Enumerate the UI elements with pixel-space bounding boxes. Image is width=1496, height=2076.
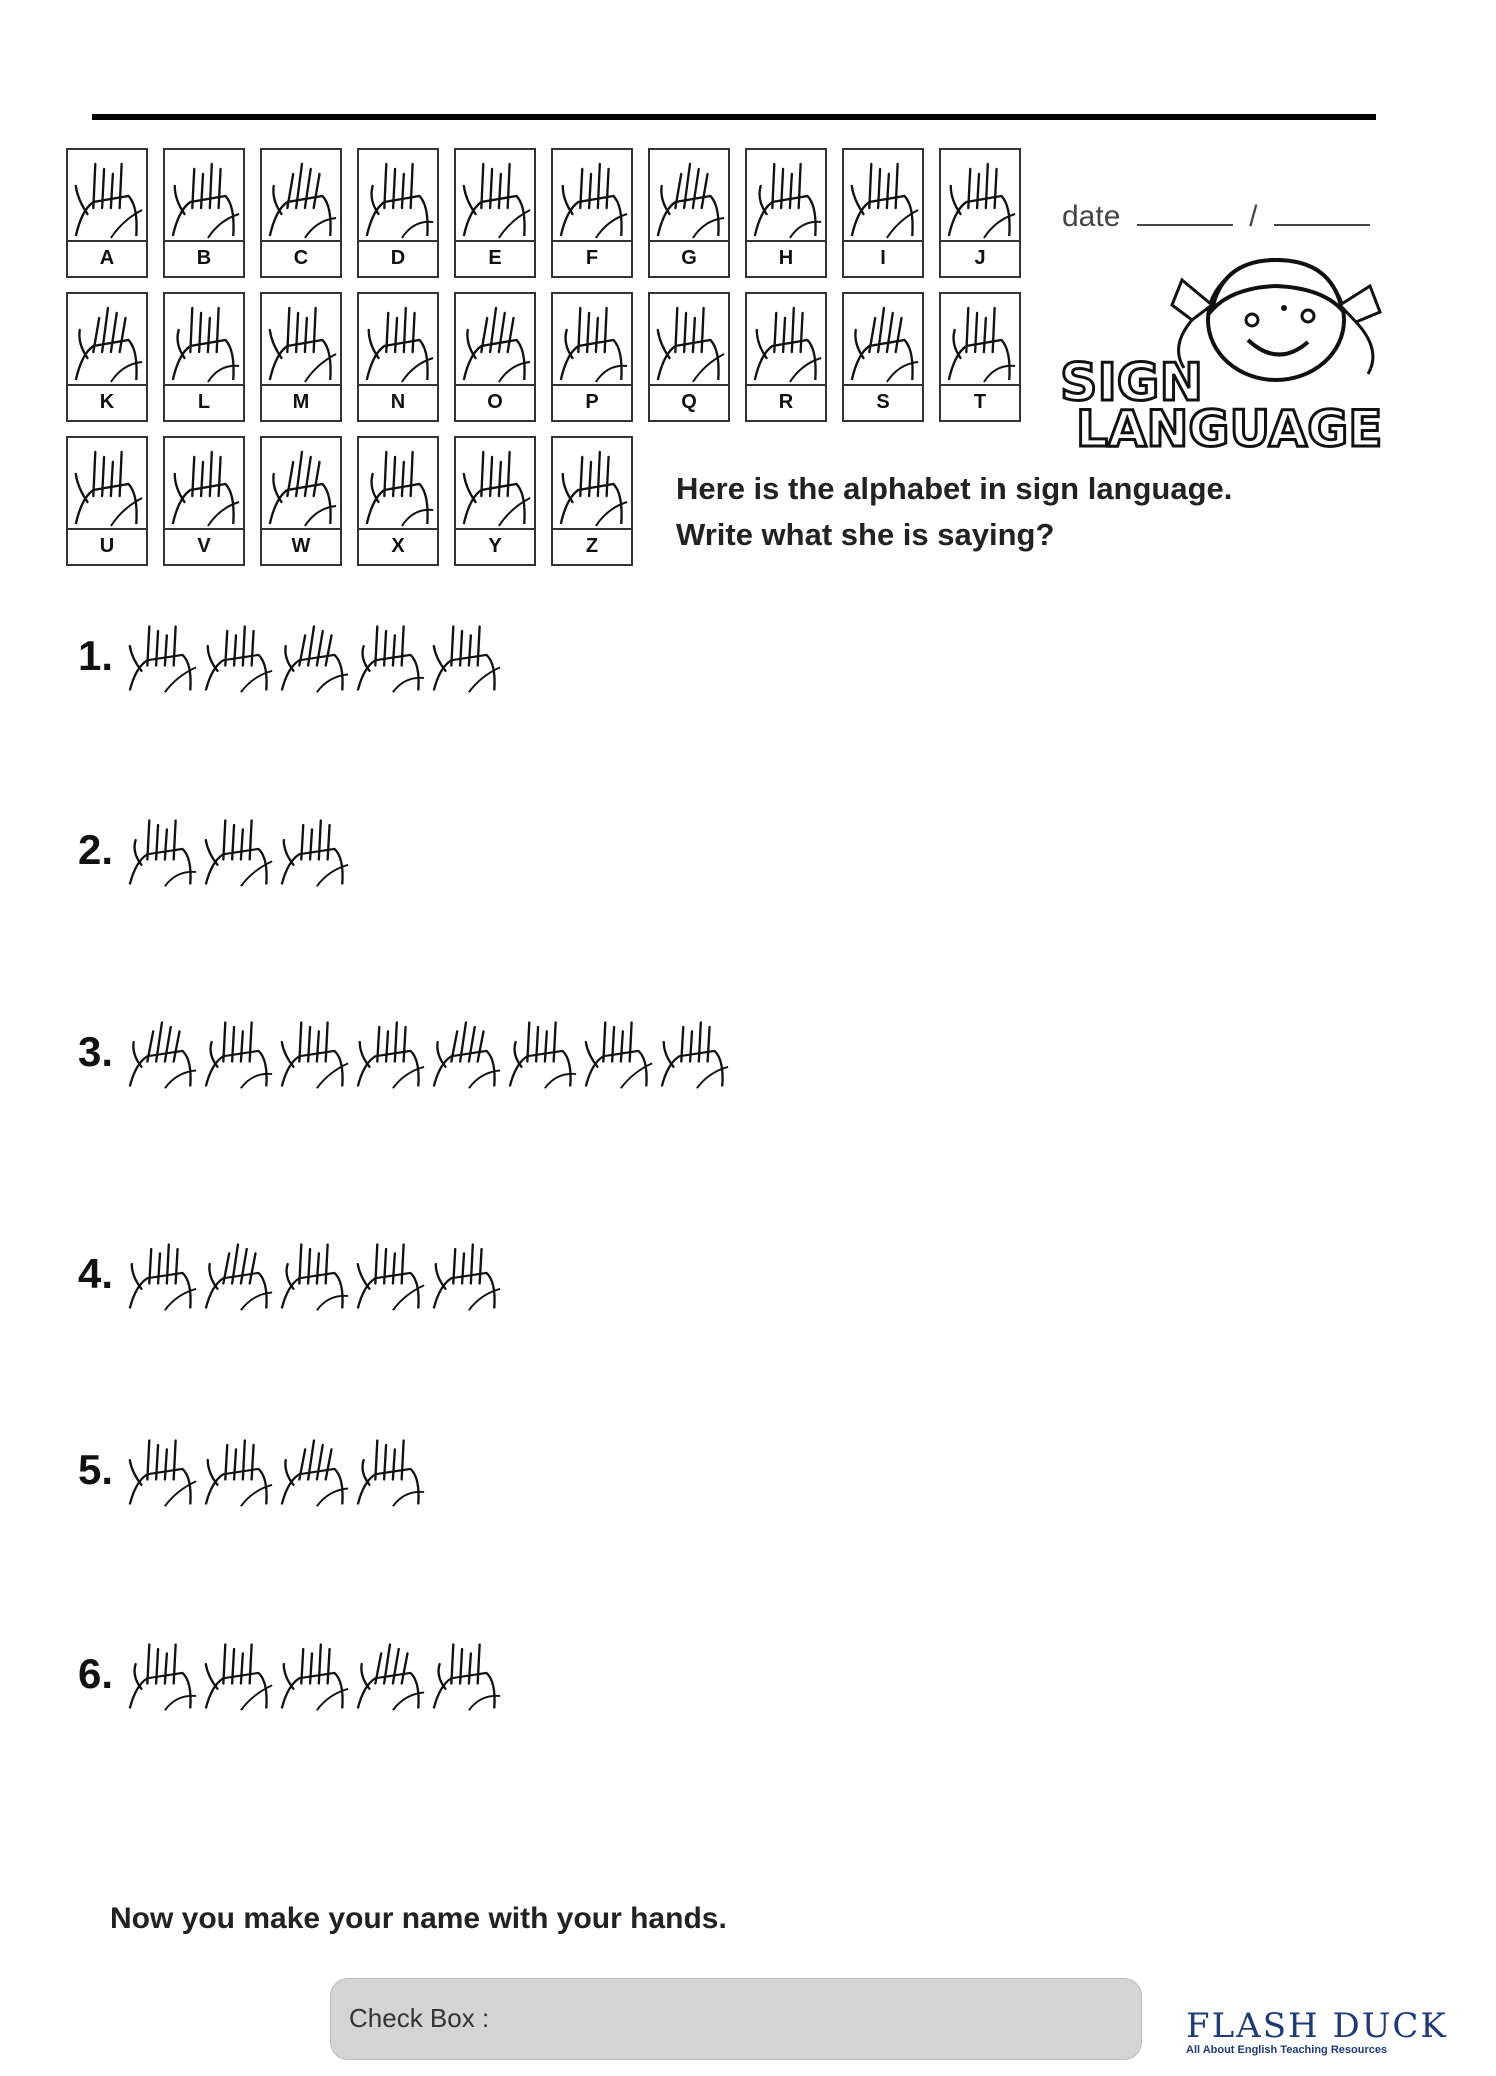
brand-tagline: All About English Teaching Resources [1186,2044,1388,2056]
hand-sign-icon [122,808,200,888]
hand-sign-icon [844,294,922,384]
question-signs [122,614,502,694]
hand-sign-icon [650,294,728,384]
hand-sign [122,1010,200,1090]
alphabet-letter: O [487,391,503,413]
hand-sign [274,808,352,888]
hand-sign [350,614,428,694]
hand-sign-icon [747,294,825,384]
logo-line1: SIGN [1060,353,1203,413]
hand-sign-icon [165,438,243,528]
alphabet-cell-r [745,292,827,422]
hand-sign-icon [262,150,340,240]
hand-sign-icon [274,1232,352,1312]
hand-sign [502,1010,580,1090]
alphabet-letter: W [291,535,311,557]
alphabet-letter: B [196,247,212,269]
hand-sign [274,614,352,694]
alphabet-letter: R [778,391,794,413]
alphabet-letter: G [681,247,697,269]
instructions [676,466,1232,558]
date-label: date [1062,200,1121,233]
hand-sign [426,1232,504,1312]
alphabet-cell-x [357,436,439,566]
question-signs [122,1010,730,1090]
alphabet-cell-k [66,292,148,422]
question-number: 1. [78,632,114,679]
hand-sign-icon [165,150,243,240]
hand-sign-icon [456,438,534,528]
hand-sign-picture [262,438,340,530]
alphabet-letter: N [390,391,406,413]
hand-sign-icon [350,1010,428,1090]
hand-sign-icon [350,614,428,694]
question-signs [122,1232,502,1312]
hand-sign-picture [941,294,1019,386]
date-separator: / [1249,200,1258,233]
hand-sign-icon [68,438,146,528]
hand-sign-icon [274,1428,352,1508]
hand-sign-icon [198,1428,276,1508]
date-month-blank[interactable] [1137,198,1233,226]
hand-sign [122,614,200,694]
alphabet-letter: K [99,391,115,413]
girl-face-illustration [1052,250,1404,450]
hand-sign-icon [502,1010,580,1090]
hand-sign-picture [553,294,631,386]
hand-sign [350,1010,428,1090]
hand-sign [350,1632,428,1712]
alphabet-letter: H [778,247,794,269]
hand-sign [198,1232,276,1312]
question-number: 4. [78,1250,114,1297]
logo-line2: LANGUAGE [1076,400,1383,450]
hand-sign-icon [198,1632,276,1712]
hand-sign [198,808,276,888]
alphabet-letter: T [973,391,987,413]
alphabet-cell-m [260,292,342,422]
hand-sign-picture [359,294,437,386]
hand-sign [198,1632,276,1712]
alphabet-letter: A [99,247,115,269]
alphabet-cell-l [163,292,245,422]
sign-language-logo [1052,250,1404,450]
hand-sign-icon [941,294,1019,384]
hand-sign-icon [654,1010,732,1090]
hand-sign-icon [198,808,276,888]
hand-sign-icon [941,150,1019,240]
instruction-line-1: Here is the alphabet in sign language. [676,471,1233,506]
hand-sign-icon [68,294,146,384]
hand-sign-icon [426,1232,504,1312]
alphabet-letter: E [488,247,502,269]
hand-sign-picture [165,294,243,386]
hand-sign-icon [122,1428,200,1508]
hand-sign-icon [122,1632,200,1712]
question-signs [122,1632,502,1712]
hand-sign-picture [650,294,728,386]
alphabet-cell-i [842,148,924,278]
question-signs [122,808,350,888]
alphabet-cell-d [357,148,439,278]
hand-sign-icon [350,1232,428,1312]
alphabet-cell-u [66,436,148,566]
alphabet-cell-b [163,148,245,278]
alphabet-cell-c [260,148,342,278]
hand-sign-icon [122,614,200,694]
alphabet-cell-z [551,436,633,566]
hand-sign-icon [165,294,243,384]
alphabet-letter: X [391,535,405,557]
hand-sign-icon [359,294,437,384]
hand-sign-icon [578,1010,656,1090]
hand-sign-icon [274,1632,352,1712]
hand-sign-picture [553,150,631,242]
hand-sign-picture [941,150,1019,242]
hand-sign-icon [274,808,352,888]
hand-sign-icon [456,150,534,240]
alphabet-letter: V [197,535,211,557]
alphabet-letter: D [390,247,406,269]
alphabet-cell-y [454,436,536,566]
hand-sign-icon [553,438,631,528]
hand-sign-icon [359,438,437,528]
brand-logo [1186,2006,1486,2066]
hand-sign-icon [122,1232,200,1312]
hand-sign-picture [747,294,825,386]
alphabet-letter: P [585,391,599,413]
hand-sign-picture [165,150,243,242]
hand-sign-picture [650,150,728,242]
alphabet-cell-j [939,148,1021,278]
hand-sign-icon [359,150,437,240]
hand-sign [426,614,504,694]
question-signs [122,1428,426,1508]
hand-sign-picture [456,150,534,242]
hand-sign-icon [650,150,728,240]
hand-sign-icon [262,294,340,384]
hand-sign-icon [68,150,146,240]
alphabet-letter: J [974,247,986,269]
date-field [1062,198,1378,234]
hand-sign-icon [350,1632,428,1712]
alphabet-letter: M [292,391,310,413]
hand-sign [426,1632,504,1712]
date-day-blank[interactable] [1274,198,1370,226]
question-number: 3. [78,1028,114,1075]
hand-sign-icon [426,614,504,694]
hand-sign [274,1010,352,1090]
alphabet-cell-h [745,148,827,278]
hand-sign [198,1428,276,1508]
hand-sign-picture [456,294,534,386]
hand-sign-icon [198,1232,276,1312]
alphabet-letter: I [880,247,886,269]
hand-sign [350,1428,428,1508]
hand-sign [122,1428,200,1508]
hand-sign-icon [350,1428,428,1508]
hand-sign-icon [426,1010,504,1090]
hand-sign-icon [274,1010,352,1090]
alphabet-cell-q [648,292,730,422]
hand-sign [122,808,200,888]
alphabet-cell-g [648,148,730,278]
top-rule [92,114,1376,120]
alphabet-cell-f [551,148,633,278]
question-number: 2. [78,826,114,873]
alphabet-cell-w [260,436,342,566]
hand-sign-picture [262,294,340,386]
alphabet-cell-p [551,292,633,422]
hand-sign-icon [456,294,534,384]
alphabet-letter: F [585,247,599,269]
alphabet-cell-a [66,148,148,278]
hand-sign-picture [456,438,534,530]
hand-sign-icon [198,1010,276,1090]
hand-sign-picture [844,150,922,242]
hand-sign [350,1232,428,1312]
alphabet-cell-v [163,436,245,566]
alphabet-letter: S [876,391,890,413]
hand-sign-icon [426,1632,504,1712]
hand-sign-picture [747,150,825,242]
hand-sign [654,1010,732,1090]
hand-sign-icon [747,150,825,240]
check-box-label: Check Box : [349,2003,490,2033]
hand-sign-picture [68,438,146,530]
alphabet-letter: C [293,247,309,269]
alphabet-letter: Y [488,535,502,557]
alphabet-cell-e [454,148,536,278]
hand-sign-picture [68,294,146,386]
alphabet-letter: L [197,391,211,413]
hand-sign [578,1010,656,1090]
hand-sign-picture [359,150,437,242]
alphabet-cell-t [939,292,1021,422]
name-prompt: Now you make your name with your hands. [110,1902,727,1935]
alphabet-cell-n [357,292,439,422]
question-number: 6. [78,1650,114,1697]
alphabet-letter: U [99,535,115,557]
hand-sign-icon [262,438,340,528]
alphabet-cell-s [842,292,924,422]
alphabet-letter: Q [681,391,697,413]
instruction-line-2: Write what she is saying? [676,517,1055,552]
brand-name: FLASH DUCK [1186,2006,1448,2046]
hand-sign-icon [553,294,631,384]
hand-sign [122,1232,200,1312]
hand-sign-icon [274,614,352,694]
hand-sign-picture [359,438,437,530]
hand-sign-picture [165,438,243,530]
hand-sign-picture [553,438,631,530]
hand-sign [198,614,276,694]
hand-sign [122,1632,200,1712]
hand-sign-icon [844,150,922,240]
hand-sign [274,1632,352,1712]
hand-sign [274,1232,352,1312]
hand-sign-icon [198,614,276,694]
hand-sign [274,1428,352,1508]
hand-sign [198,1010,276,1090]
hand-sign-picture [844,294,922,386]
hand-sign-icon [122,1010,200,1090]
hand-sign-picture [68,150,146,242]
hand-sign-icon [553,150,631,240]
hand-sign-picture [262,150,340,242]
question-number: 5. [78,1446,114,1493]
check-box[interactable] [330,1978,1142,2060]
alphabet-cell-o [454,292,536,422]
alphabet-letter: Z [585,535,599,557]
hand-sign [426,1010,504,1090]
